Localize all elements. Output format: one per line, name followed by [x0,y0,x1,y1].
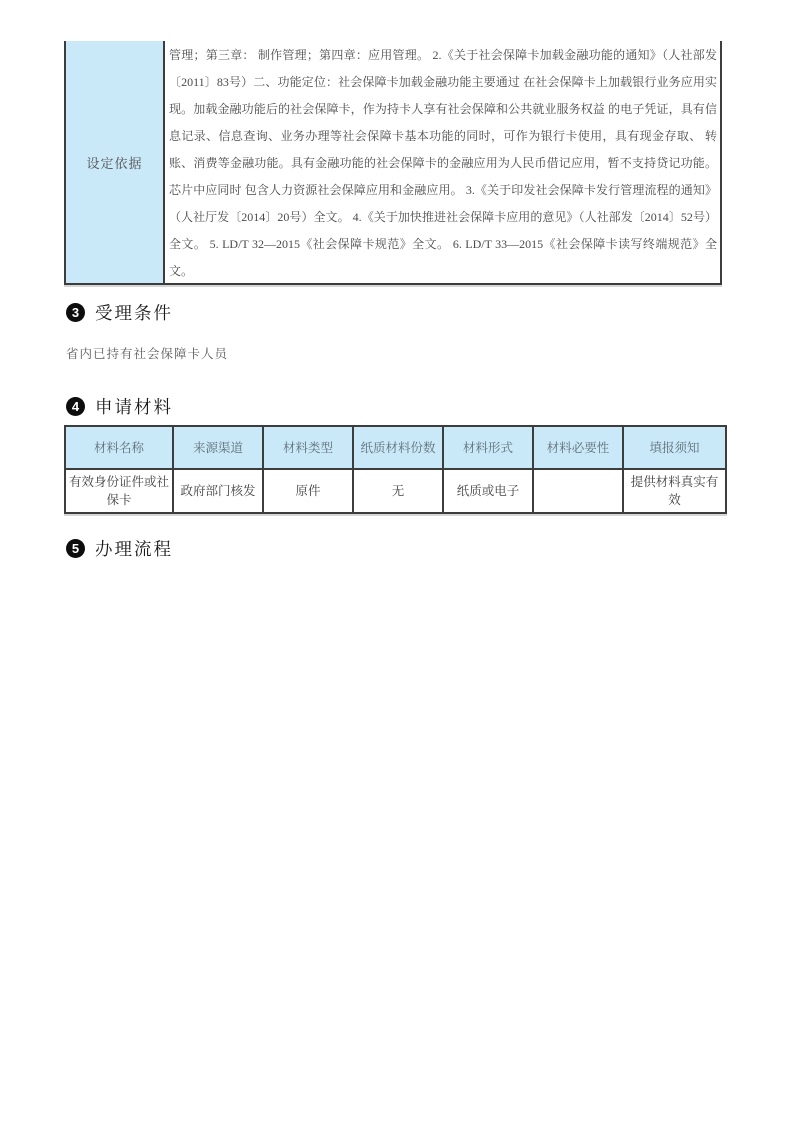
header-material-form: 材料形式 [443,426,533,469]
header-filling-notes: 填报须知 [623,426,726,469]
section-title-acceptance: 受理条件 [95,303,173,323]
setting-basis-table [64,41,722,285]
section-heading-process [66,536,173,561]
cell-material-type: 原件 [263,469,353,513]
header-source-channel: 来源渠道 [173,426,263,469]
section-heading-acceptance [66,300,173,325]
setting-basis-content-cell: 管理；第三章： 制作管理；第四章：应用管理。 2.《关于社会保障卡加载金融功能的通知》（人社部发〔2011〕83号）二、功能定位：社会保障卡加载金融功能主要通过 在社会保障卡上加载银行业务应用实现。加载金融功能后的社会保障卡，作为持卡人享有社会保障和公共就业服务权益 的电子凭证，具有信息记录、信息查询、业务办理等社会保障卡基本功能的同时，可作为银行卡使用，具有现金存取、 转账、消费等金融功能。具有金融功能的社会保障卡的金融应用为人民币借记应用，暂不支持贷记功能。芯片中应同时 包含人力资源社会保障应用和金融应用。 3.《关于印发社会保障卡发行管理流程的通知》（人社厅发〔2014〕20号）全文。 4.《关于加快推进社会保障卡应用的意见》（人社部发〔2014〕52号）全文。 5. LD/T 32—2015《社会保障卡规范》全文。 6. LD/T 33—2015《社会保障卡读写终端规范》全文。 [169,48,717,278]
cell-material-form: 纸质或电子 [443,469,533,513]
materials-table-row [65,469,726,513]
section-heading-materials [66,394,173,419]
materials-table [64,425,727,514]
cell-material-name: 有效身份证件或社保卡 [65,469,173,513]
header-material-name: 材料名称 [65,426,173,469]
header-paper-copies: 纸质材料份数 [353,426,443,469]
section-number-3-icon: 3 [66,303,85,322]
setting-basis-label-cell: 设定依据 [66,41,165,283]
cell-material-needed [533,469,623,513]
section-title-materials: 申请材料 [95,397,173,417]
section-number-4-icon: 4 [66,397,85,416]
header-material-needed: 材料必要性 [533,426,623,469]
section-number-5-icon: 5 [66,539,85,558]
materials-table-header-row [65,426,726,469]
acceptance-conditions-text: 省内已持有社会保障卡人员 [66,347,229,361]
cell-source-channel: 政府部门核发 [173,469,263,513]
section-title-process: 办理流程 [95,539,173,559]
cell-paper-copies: 无 [353,469,443,513]
cell-filling-notes: 提供材料真实有效 [623,469,726,513]
header-material-type: 材料类型 [263,426,353,469]
